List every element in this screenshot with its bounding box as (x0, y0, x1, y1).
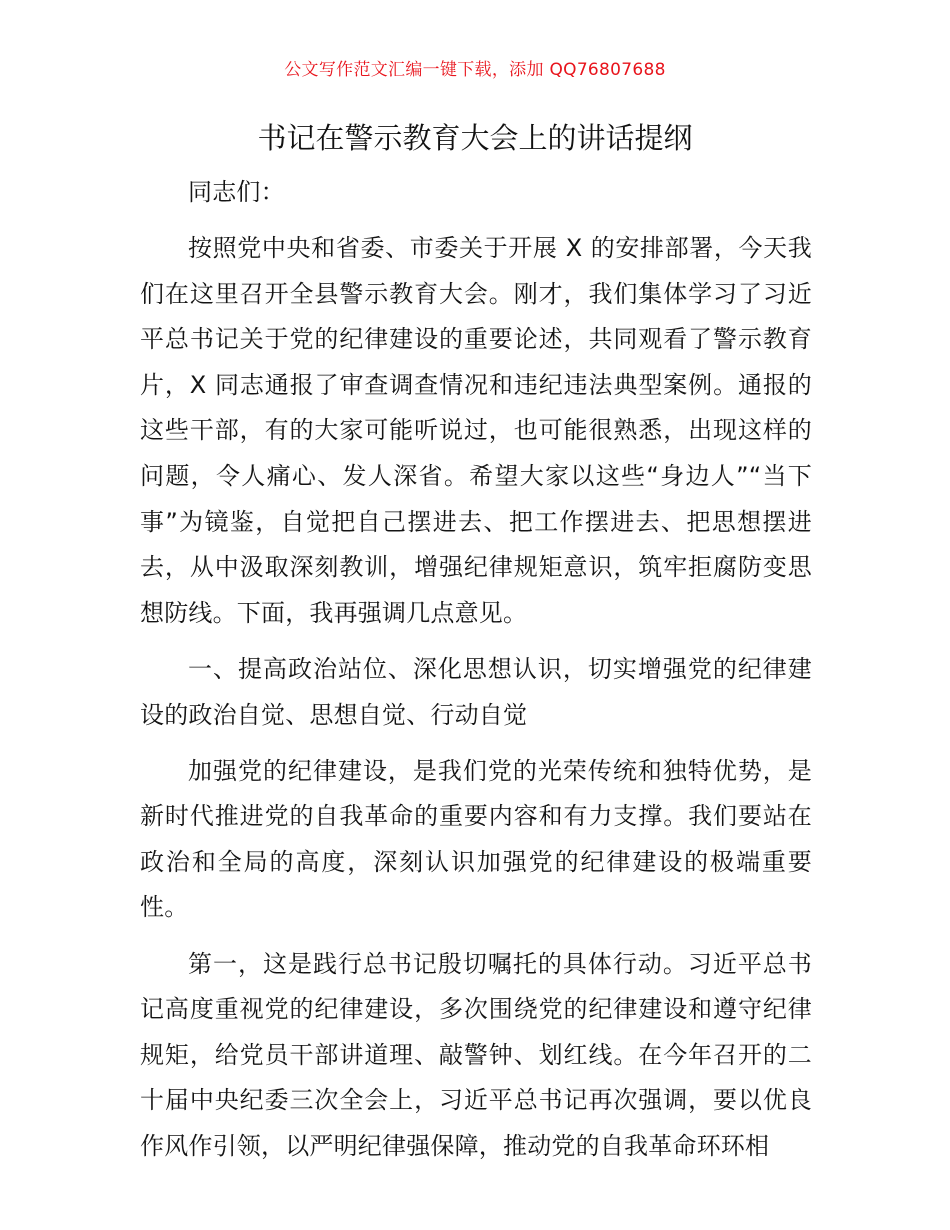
paragraph-intro: 按照党中央和省委、市委关于开展 X 的安排部署，今天我们在这里召开全县警示教育大会。刚才，我们集体学习了习近平总书记关于党的纪律建设的重要论述，共同观看了警示教育片，X 同志通报了审查调查情况和违纪违法典型案例。通报的这些干部，有的大家可能听说过，也可能很熟悉，出现这样的问题，令人痛心、发人深省。希望大家以这些“身边人”“当下事”为镜鉴，自觉把自己摆进去、把工作摆进去、把思想摆进去，从中汲取深刻教训，增强纪律规矩意识，筑牢拒腐防变思想防线。下面，我再强调几点意见。 (140, 234, 812, 627)
paragraph-section-one-intro: 加强党的纪律建设，是我们党的光荣传统和独特优势，是新时代推进党的自我革命的重要内容和有力支撑。我们要站在政治和全局的高度，深刻认识加强党的纪律建设的极端重要性。 (140, 756, 812, 922)
document-title: 书记在警示教育大会上的讲话提纲 (257, 121, 693, 155)
section-heading-one: 一、提高政治站位、深化思想认识，切实增强党的纪律建设的政治自觉、思想自觉、行动自觉 (140, 654, 812, 729)
document-body (140, 170, 812, 1169)
paragraph-point-one: 第一，这是践行总书记殷切嘱托的具体行动。习近平总书记高度重视党的纪律建设，多次围绕党的纪律建设和遵守纪律规矩，给党员干部讲道理、敲警钟、划红线。在今年召开的二十届中央纪委三次全会上，习近平总书记再次强调，要以优良作风作引领，以严明纪律强保障，推动党的自我革命环环相 (140, 949, 812, 1160)
salutation: 同志们： (188, 178, 285, 206)
download-watermark[interactable]: 公文写作范文汇编一键下载，添加 QQ76807688 (284, 60, 666, 80)
